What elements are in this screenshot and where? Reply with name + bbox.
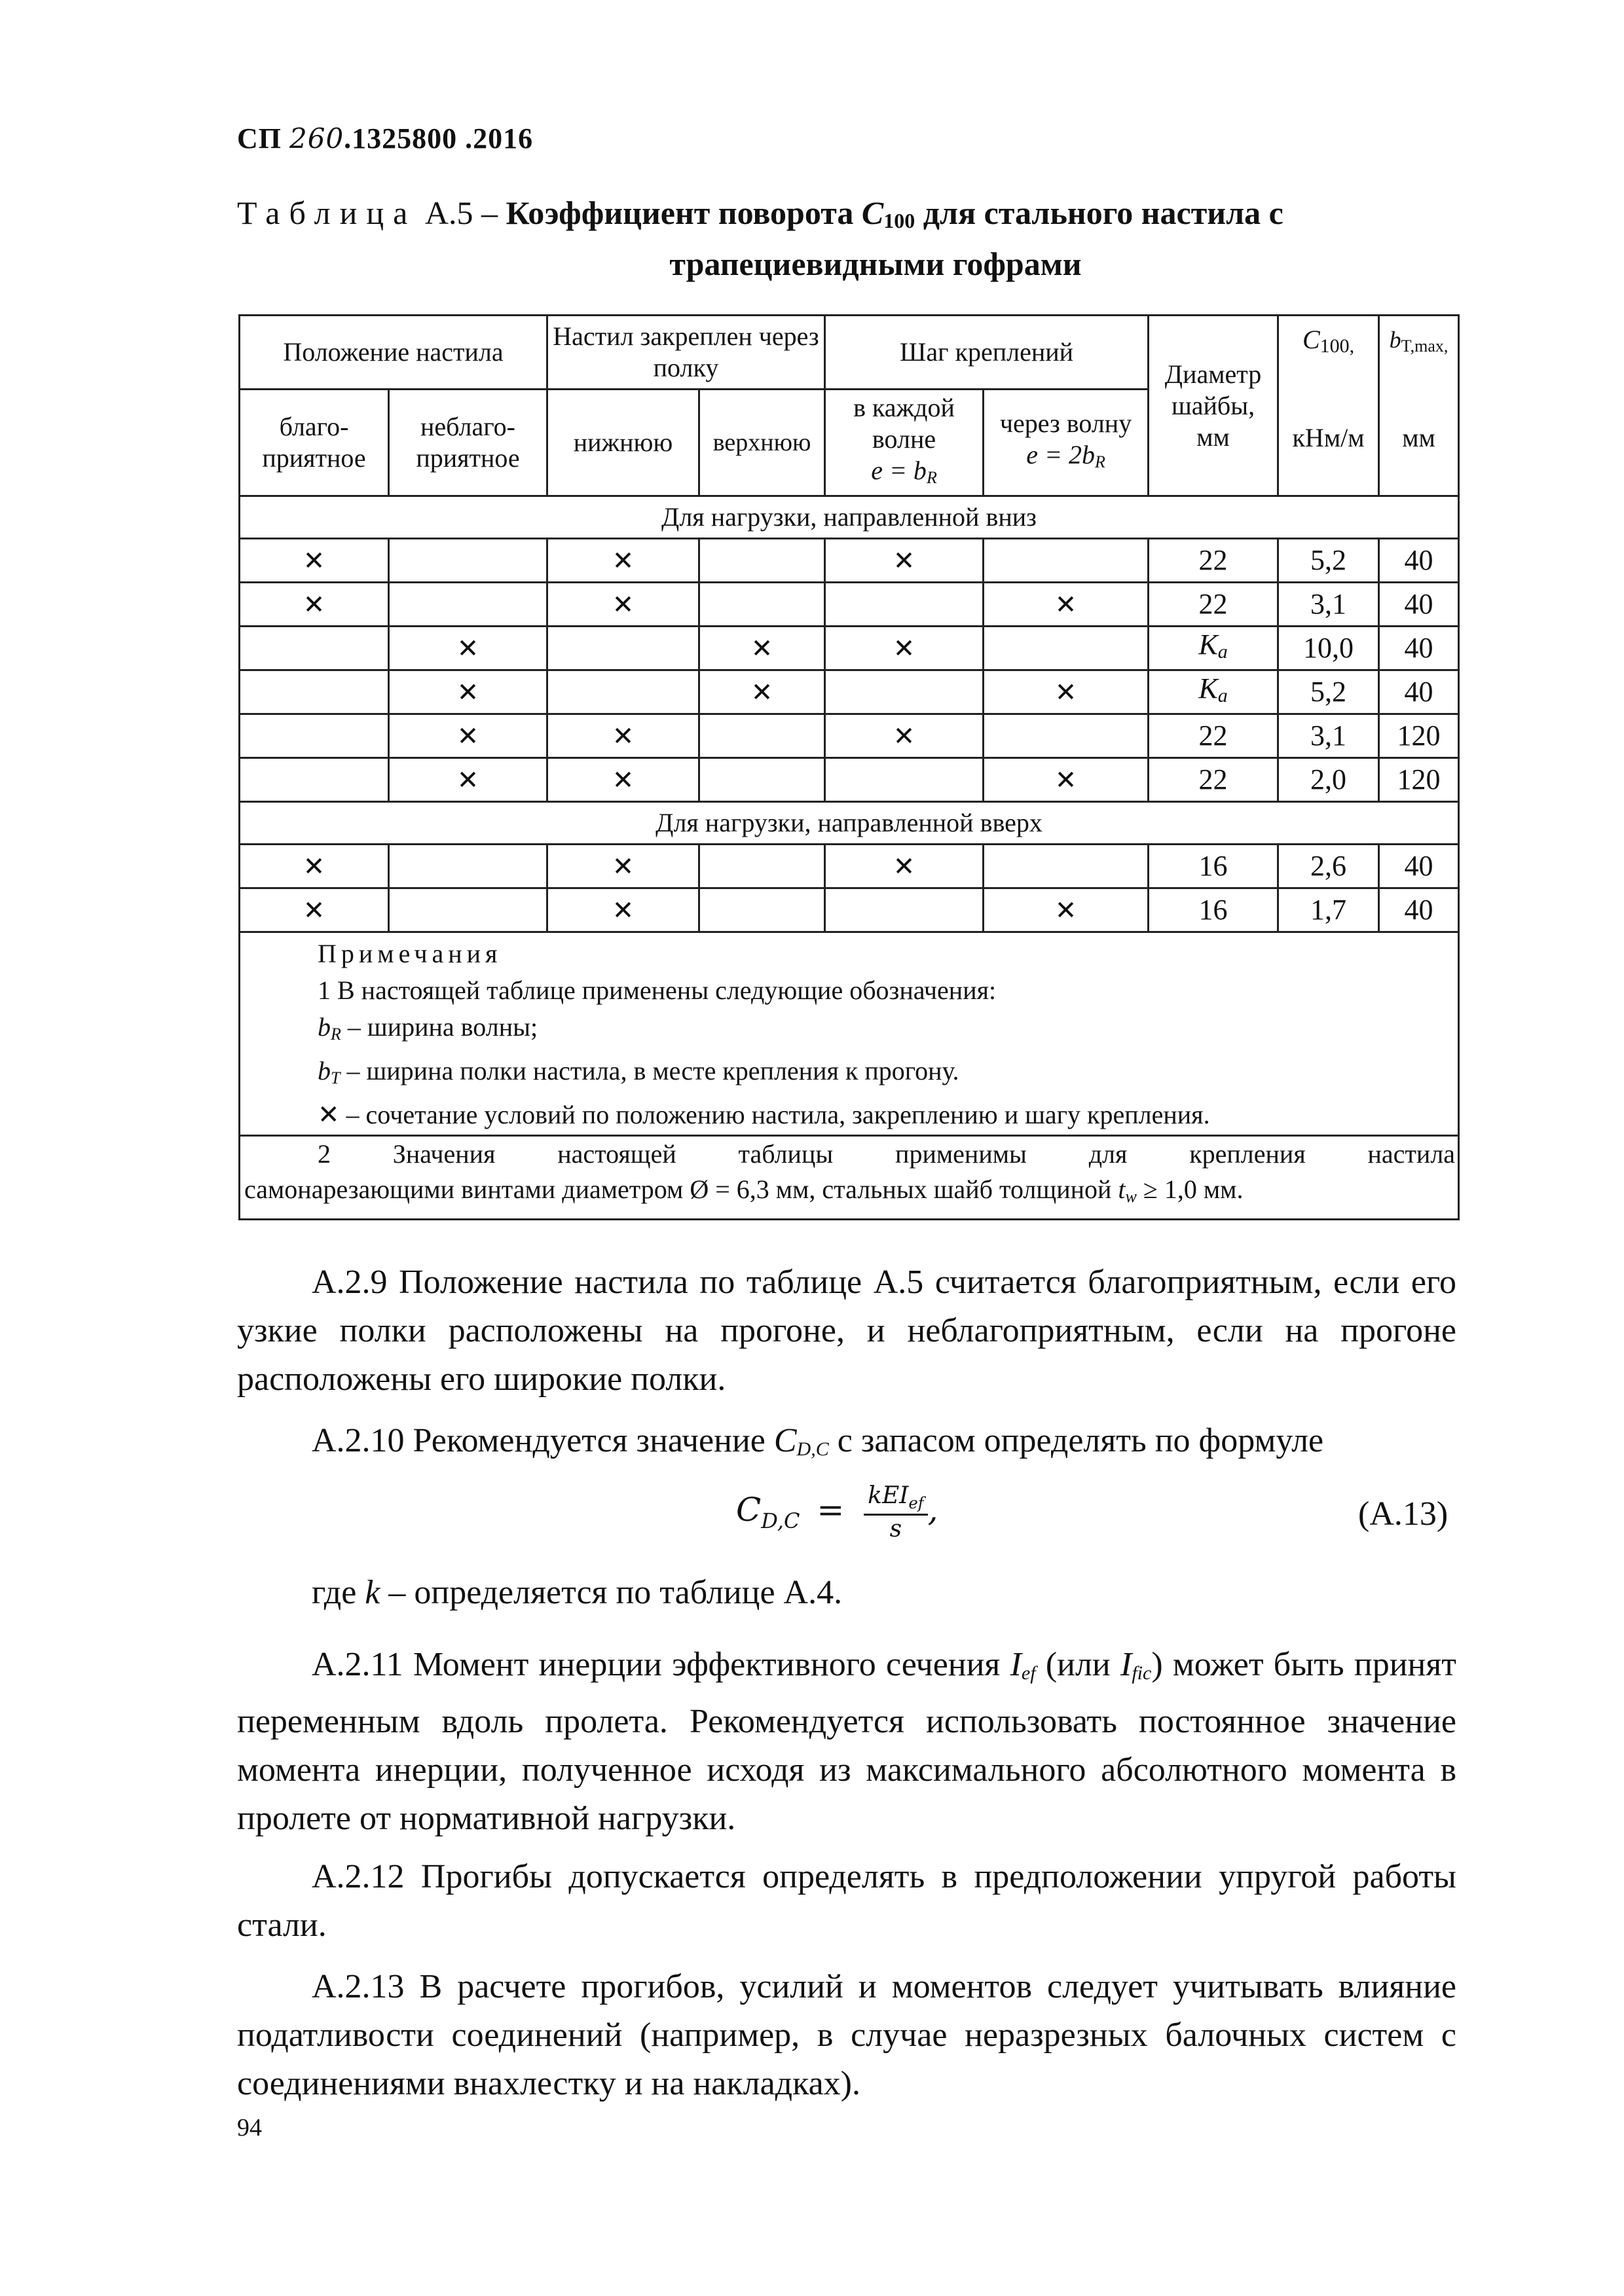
every-other-label: через волну bbox=[999, 408, 1132, 438]
each-wave-formula-text: e = b bbox=[871, 455, 927, 485]
cross-mark-icon: ✕ bbox=[750, 634, 773, 664]
formula-comma: , bbox=[927, 1491, 938, 1529]
each-wave-formula bbox=[828, 455, 980, 494]
header-diameter: Диаметр шайбы, мм bbox=[1149, 316, 1278, 496]
caption-label: Таблица bbox=[237, 194, 417, 231]
cell-each bbox=[825, 758, 984, 802]
cell-other bbox=[984, 845, 1149, 888]
cross-mark-icon: ✕ bbox=[612, 765, 635, 795]
caption-title-before: Коэффициент поворота bbox=[506, 194, 854, 231]
code-number: .1325800 bbox=[344, 122, 458, 155]
where-text bbox=[237, 1569, 1456, 1617]
section-load-up: Для нагрузки, направленной вверх bbox=[240, 802, 1459, 845]
note-bt bbox=[318, 1053, 1458, 1097]
header-upper: верхнюю bbox=[699, 390, 825, 496]
handwritten-code-number: 260 bbox=[289, 122, 344, 155]
cell-bt-max: 40 bbox=[1379, 539, 1459, 583]
header-every-other bbox=[984, 390, 1149, 496]
cross-mark-icon: ✕ bbox=[303, 590, 325, 620]
cell-lower bbox=[547, 627, 699, 670]
cell-lower bbox=[547, 845, 699, 888]
cell-diameter: 22 bbox=[1149, 539, 1278, 583]
table-row bbox=[240, 670, 1459, 714]
clause-a-2-12 bbox=[237, 1853, 1456, 1950]
note-br bbox=[318, 1009, 1458, 1053]
formula-numerator bbox=[864, 1482, 927, 1516]
cross-mark-icon: ✕ bbox=[893, 852, 915, 882]
cell-other bbox=[984, 714, 1149, 758]
cell-diameter: 16 bbox=[1149, 845, 1278, 888]
c100-symbol: C bbox=[1302, 324, 1320, 354]
cell-other bbox=[984, 583, 1149, 627]
cross-mark-icon: ✕ bbox=[318, 1100, 340, 1130]
cross-mark-icon: ✕ bbox=[303, 852, 325, 882]
cell-unfav bbox=[389, 627, 547, 670]
note-2-line-2 bbox=[244, 1172, 1458, 1214]
note-br-symbol: b bbox=[318, 1012, 331, 1042]
note-1: 1 В настоящей таблице применены следующие обозначения: bbox=[318, 975, 997, 1005]
cell-each bbox=[825, 627, 984, 670]
cross-mark-icon: ✕ bbox=[612, 721, 635, 752]
cell-unfav bbox=[389, 539, 547, 583]
note-2-tw-sub: w bbox=[1125, 1187, 1137, 1206]
caption-number: А.5 – bbox=[424, 194, 498, 231]
every-other-formula-text: e = 2b bbox=[1026, 439, 1095, 469]
cross-mark-icon: ✕ bbox=[893, 546, 915, 576]
cell-upper bbox=[699, 627, 825, 670]
cell-other bbox=[984, 627, 1149, 670]
cell-each bbox=[825, 845, 984, 888]
cell-diameter: $K_a$ bbox=[1149, 670, 1278, 714]
note-bt-symbol: b bbox=[318, 1056, 331, 1085]
formula-fraction bbox=[864, 1482, 927, 1542]
bt-symbol: b bbox=[1389, 326, 1401, 353]
cell-upper bbox=[699, 714, 825, 758]
cell-each bbox=[825, 670, 984, 714]
clause-a-2-10-where bbox=[237, 1569, 1456, 1617]
cell-fav bbox=[240, 670, 389, 714]
cell-upper bbox=[699, 670, 825, 714]
cell-fav bbox=[240, 714, 389, 758]
clause-a-2-11 bbox=[237, 1641, 1456, 1843]
each-wave-label: в каждой волне bbox=[853, 392, 955, 454]
cross-mark-icon: ✕ bbox=[893, 634, 915, 664]
cell-other bbox=[984, 670, 1149, 714]
cell-unfav bbox=[389, 670, 547, 714]
cross-mark-icon: ✕ bbox=[456, 765, 479, 795]
cell-upper bbox=[699, 888, 825, 932]
cross-mark-icon: ✕ bbox=[612, 546, 635, 576]
c100-sub: 100, bbox=[1320, 335, 1355, 357]
note-2-tw: t bbox=[1118, 1175, 1126, 1204]
notes-title: Примечания bbox=[318, 939, 502, 968]
cell-lower bbox=[547, 670, 699, 714]
formula-num-sub: ef bbox=[908, 1494, 924, 1513]
where-a: где bbox=[312, 1574, 365, 1611]
cell-other bbox=[984, 539, 1149, 583]
header-bt bbox=[1379, 316, 1459, 496]
cell-other bbox=[984, 758, 1149, 802]
clause-a-2-13 bbox=[237, 1963, 1456, 2108]
cell-unfav bbox=[389, 758, 547, 802]
cell-upper bbox=[699, 845, 825, 888]
clause-a-2-10-text bbox=[237, 1417, 1456, 1474]
section-load-down: Для нагрузки, направленной вниз bbox=[240, 496, 1459, 539]
cell-diameter: 22 bbox=[1149, 714, 1278, 758]
header-step: Шаг креплений bbox=[825, 316, 1149, 390]
page-number: 94 bbox=[237, 2114, 262, 2141]
code-prefix: СП bbox=[237, 122, 282, 155]
cross-mark-icon: ✕ bbox=[750, 678, 773, 708]
header-favorable: благо-приятное bbox=[240, 390, 389, 496]
note-br-text: – ширина волны; bbox=[341, 1012, 538, 1042]
table-notes bbox=[240, 932, 1459, 1220]
formula-a-13 bbox=[736, 1482, 938, 1542]
note-x-text: – сочетание условий по положению настила, закреплению и шагу крепления. bbox=[339, 1100, 1210, 1129]
cell-c100: 1,7 bbox=[1278, 888, 1379, 932]
cell-bt-max: 40 bbox=[1379, 845, 1459, 888]
note-2-text-a: самонарезающими винтами диаметром Ø = 6,3 мм, стальных шайб толщиной bbox=[244, 1175, 1118, 1204]
cell-bt-max: 40 bbox=[1379, 627, 1459, 670]
cross-mark-icon: ✕ bbox=[303, 896, 325, 926]
cell-bt-max: 40 bbox=[1379, 670, 1459, 714]
clause-a-2-11-text bbox=[237, 1641, 1456, 1843]
clause-a-2-11-b: (или bbox=[1035, 1646, 1120, 1683]
table-row bbox=[240, 627, 1459, 670]
cell-each bbox=[825, 714, 984, 758]
formula-denominator: s bbox=[889, 1516, 902, 1543]
c100-unit: кНм/м bbox=[1292, 422, 1365, 452]
header-unfavorable: неблаго-приятное bbox=[389, 390, 547, 496]
formula-number: (А.13) bbox=[1358, 1495, 1449, 1533]
table-row bbox=[240, 758, 1459, 802]
clause-a-2-11-ief-sub: ef bbox=[1021, 1662, 1036, 1684]
clause-a-2-10 bbox=[237, 1417, 1456, 1474]
note-2-line-1: 2 Значения настоящей таблицы применимы для крепления настила bbox=[318, 1139, 1456, 1169]
cell-c100: 5,2 bbox=[1278, 670, 1379, 714]
cell-fav bbox=[240, 845, 389, 888]
cell-bt-max: 40 bbox=[1379, 583, 1459, 627]
code-year: .2016 bbox=[465, 122, 534, 155]
bt-unit: мм bbox=[1402, 422, 1435, 452]
clause-a-2-9 bbox=[237, 1258, 1456, 1404]
cell-diameter: $K_a$ bbox=[1149, 627, 1278, 670]
clause-a-2-11-a: А.2.11 Момент инерции эффективного сечения bbox=[312, 1646, 1010, 1683]
caption-title-after: для стального настила с bbox=[923, 194, 1283, 231]
caption-line-2: трапециевидными гофрами bbox=[669, 246, 1082, 282]
clause-a-2-10-sym: C bbox=[773, 1422, 797, 1459]
cross-mark-icon: ✕ bbox=[612, 896, 635, 926]
caption-symbol-sub: 100 bbox=[883, 209, 915, 232]
cell-bt-max: 120 bbox=[1379, 758, 1459, 802]
cell-lower bbox=[547, 583, 699, 627]
cell-diameter: 16 bbox=[1149, 888, 1278, 932]
clause-a-2-10-b: с запасом определять по формуле bbox=[828, 1422, 1324, 1459]
cell-unfav bbox=[389, 845, 547, 888]
cell-bt-max: 40 bbox=[1379, 888, 1459, 932]
formula-lhs: C bbox=[736, 1491, 762, 1529]
cross-mark-icon: ✕ bbox=[456, 634, 479, 664]
cell-each bbox=[825, 888, 984, 932]
cell-upper bbox=[699, 758, 825, 802]
cell-diameter: 22 bbox=[1149, 583, 1278, 627]
table-row bbox=[240, 888, 1459, 932]
cross-mark-icon: ✕ bbox=[1054, 896, 1077, 926]
cross-mark-icon: ✕ bbox=[303, 546, 325, 576]
cell-fav bbox=[240, 758, 389, 802]
cell-unfav bbox=[389, 714, 547, 758]
cell-bt-max: 120 bbox=[1379, 714, 1459, 758]
cross-mark-icon: ✕ bbox=[456, 678, 479, 708]
note-2-text-b: ≥ 1,0 мм. bbox=[1136, 1175, 1244, 1204]
clause-a-2-13-text: А.2.13 В расчете прогибов, усилий и моментов следует учитывать влияние податливости соединений (например, в случае неразрезных балочных систем с соединениями внахлестку и на накладках). bbox=[237, 1968, 1456, 2102]
every-other-formula bbox=[987, 439, 1145, 478]
where-b: – определяется по таблице А.4. bbox=[380, 1574, 843, 1611]
cell-upper bbox=[699, 539, 825, 583]
cross-mark-icon: ✕ bbox=[1054, 678, 1077, 708]
table-caption bbox=[237, 191, 1468, 285]
cell-each bbox=[825, 539, 984, 583]
formula-lhs-sub: D,C bbox=[761, 1508, 800, 1534]
clause-a-2-11-ific-sub: fic bbox=[1132, 1662, 1152, 1684]
cell-fav bbox=[240, 583, 389, 627]
cell-c100: 3,1 bbox=[1278, 583, 1379, 627]
cell-unfav bbox=[389, 583, 547, 627]
clause-a-2-11-ific: I bbox=[1120, 1646, 1132, 1683]
cell-each bbox=[825, 583, 984, 627]
cross-mark-icon: ✕ bbox=[893, 721, 915, 752]
coefficient-table bbox=[238, 314, 1460, 1220]
cross-mark-icon: ✕ bbox=[612, 852, 635, 882]
cell-c100: 3,1 bbox=[1278, 714, 1379, 758]
cross-mark-icon: ✕ bbox=[1054, 765, 1077, 795]
clause-a-2-11-ief: I bbox=[1010, 1646, 1022, 1683]
note-bt-text: – ширина полки настила, в месте крепления к прогону. bbox=[340, 1056, 959, 1085]
cell-c100: 2,0 bbox=[1278, 758, 1379, 802]
cell-lower bbox=[547, 539, 699, 583]
clause-a-2-9-text: А.2.9 Положение настила по таблице А.5 считается благоприятным, если его узкие полки расположены на прогоне, и неблагоприятным, если на прогоне расположены его широкие полки. bbox=[237, 1264, 1456, 1398]
document-code-header bbox=[237, 122, 533, 155]
header-lower: нижнюю bbox=[547, 390, 699, 496]
cell-c100: 2,6 bbox=[1278, 845, 1379, 888]
formula-equals: = bbox=[817, 1491, 845, 1529]
bt-sub: T,max, bbox=[1401, 336, 1449, 355]
formula-num-text: kEI bbox=[868, 1482, 909, 1509]
cell-fav bbox=[240, 539, 389, 583]
header-each-wave bbox=[825, 390, 984, 496]
cell-unfav bbox=[389, 888, 547, 932]
each-wave-formula-sub: R bbox=[926, 467, 937, 487]
note-x bbox=[318, 1097, 1458, 1133]
cell-c100: 10,0 bbox=[1278, 627, 1379, 670]
where-k: k bbox=[365, 1574, 380, 1611]
clause-a-2-10-sub: D,C bbox=[796, 1438, 829, 1460]
table-row bbox=[240, 714, 1459, 758]
cell-lower bbox=[547, 888, 699, 932]
cross-mark-icon: ✕ bbox=[1054, 590, 1077, 620]
every-other-formula-sub: R bbox=[1094, 452, 1105, 471]
cell-fav bbox=[240, 627, 389, 670]
cell-c100: 5,2 bbox=[1278, 539, 1379, 583]
cell-lower bbox=[547, 714, 699, 758]
cell-upper bbox=[699, 583, 825, 627]
cell-other bbox=[984, 888, 1149, 932]
cross-mark-icon: ✕ bbox=[456, 721, 479, 752]
clause-a-2-10-a: А.2.10 Рекомендуется значение bbox=[312, 1422, 774, 1459]
header-position: Положение настила bbox=[240, 316, 547, 390]
table-row bbox=[240, 583, 1459, 627]
cell-lower bbox=[547, 758, 699, 802]
clause-a-2-11-c: ) может быть принят переменным вдоль пролета. Рекомендуется использовать постоянное значение момента инерции, полученное исходя из максимального абсолютного момента в пролете от нормативной нагрузки. bbox=[237, 1646, 1456, 1837]
header-c100 bbox=[1278, 316, 1379, 496]
header-fixed: Настил закреплен через полку bbox=[547, 316, 825, 390]
table-row bbox=[240, 845, 1459, 888]
caption-line-1 bbox=[237, 191, 1468, 242]
caption-symbol: C bbox=[861, 194, 884, 231]
cell-diameter: 22 bbox=[1149, 758, 1278, 802]
clause-a-2-12-text: А.2.12 Прогибы допускается определять в предположении упругой работы стали. bbox=[237, 1858, 1456, 1944]
note-br-sub: R bbox=[331, 1025, 341, 1044]
note-bt-sub: T bbox=[331, 1068, 341, 1087]
cross-mark-icon: ✕ bbox=[612, 590, 635, 620]
cell-fav bbox=[240, 888, 389, 932]
table-row bbox=[240, 539, 1459, 583]
